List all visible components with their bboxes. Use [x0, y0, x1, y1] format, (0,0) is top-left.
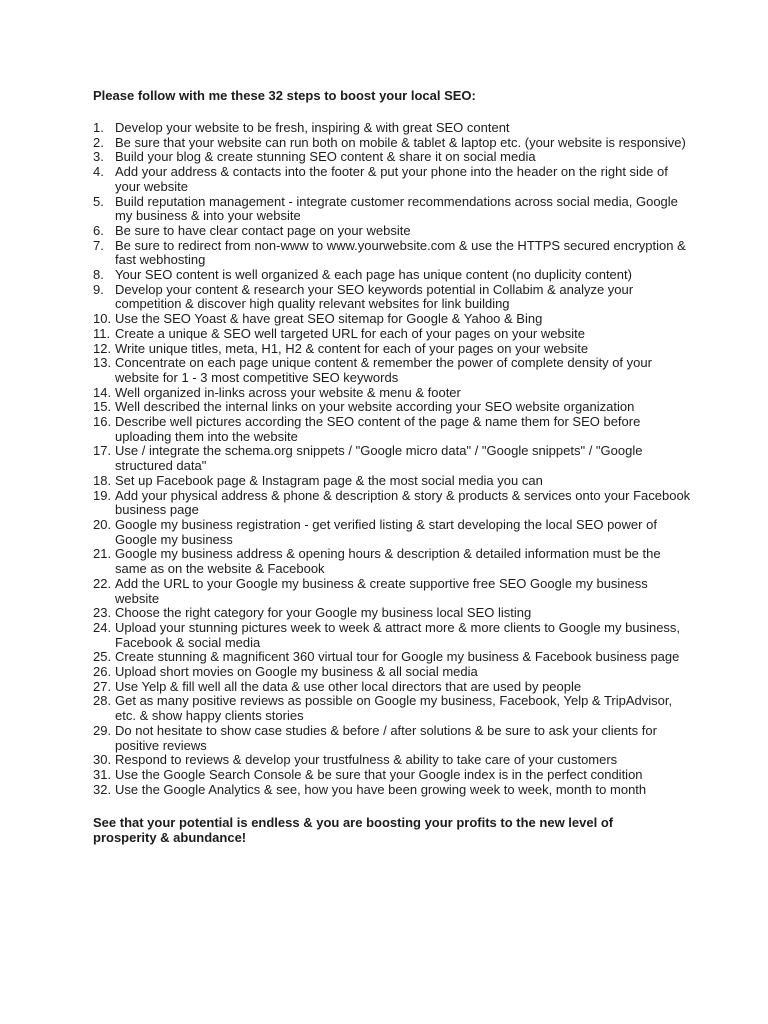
step-number: 3.: [93, 149, 104, 165]
step-text: Write unique titles, meta, H1, H2 & content for each of your pages on your website: [115, 340, 589, 356]
step-text: Choose the right category for your Google my business local SEO listing: [115, 605, 532, 621]
step-item: [93, 327, 693, 342]
closing-statement: See that your potential is endless & you are boosting your profits to the new level of prosperity & abundance!: [93, 815, 614, 846]
step-item: [93, 400, 693, 415]
step-text: Your SEO content is well organized & each page has unique content (no duplicity content): [115, 267, 632, 283]
document-heading: Please follow with me these 32 steps to boost your local SEO:: [93, 88, 476, 103]
step-item: [93, 136, 693, 151]
step-number: 16.: [93, 414, 112, 430]
step-item: [93, 577, 693, 606]
step-item: [93, 621, 693, 650]
step-text: Create stunning & magnificent 360 virtual tour for Google my business & Facebook business page: [115, 649, 680, 665]
step-item: [93, 650, 693, 665]
step-number: 11.: [93, 325, 111, 341]
step-item: [93, 386, 693, 401]
step-number: 4.: [93, 164, 104, 180]
step-text: Develop your website to be fresh, inspiring & with great SEO content: [115, 120, 510, 135]
step-number: 28.: [93, 693, 112, 709]
step-number: 20.: [93, 516, 112, 532]
step-text: Be sure to redirect from non-www to www.yourwebsite.com & use the HTTPS secured encryption & fast webhosting: [115, 237, 686, 268]
step-item: [93, 268, 693, 283]
step-text: Build your blog & create stunning SEO content & share it on social media: [115, 149, 536, 165]
step-text: Upload your stunning pictures week to week & attract more & more clients to Google my business, Facebook & social media: [115, 619, 681, 650]
step-item: [93, 606, 693, 621]
step-text: Be sure to have clear contact page on your website: [115, 222, 411, 238]
step-text: Add your address & contacts into the footer & put your phone into the header on the right side of your website: [115, 164, 668, 194]
step-text: Use / integrate the schema.org snippets / "Google micro data" / "Google snippets" / "Google structured data": [115, 443, 643, 474]
step-item: [93, 165, 693, 194]
step-item: [93, 356, 693, 385]
step-number: 22.: [93, 575, 112, 591]
step-number: 27.: [93, 678, 112, 694]
step-item: [93, 195, 693, 224]
step-item: [93, 665, 693, 680]
step-item: [93, 150, 693, 165]
step-text: Get as many positive reviews as possible on Google my business, Facebook, Yelp & TripAdvisor, etc. & show happy clients stories: [115, 693, 673, 724]
step-number: 1.: [93, 120, 104, 135]
step-number: 13.: [93, 355, 112, 371]
step-number: 32.: [93, 781, 112, 797]
step-text: Create a unique & SEO well targeted URL for each of your pages on your website: [115, 325, 585, 341]
step-text: Well described the internal links on your website according your SEO website organization: [115, 399, 635, 415]
step-item: [93, 489, 693, 518]
step-text: Use the SEO Yoast & have great SEO sitemap for Google & Yahoo & Bing: [115, 311, 543, 327]
step-number: 12.: [93, 340, 112, 356]
step-item: [93, 474, 693, 489]
step-text: Respond to reviews & develop your trustfulness & ability to take care of your customers: [115, 752, 618, 768]
step-number: 7.: [93, 237, 104, 253]
step-number: 30.: [93, 752, 112, 768]
step-text: Use Yelp & fill well all the data & use other local directors that are used by people: [115, 678, 582, 694]
step-number: 29.: [93, 722, 112, 738]
step-item: [93, 547, 693, 576]
step-text: Use the Google Analytics & see, how you have been growing week to week, month to month: [115, 781, 647, 797]
step-item: [93, 415, 693, 444]
step-item: [93, 224, 693, 239]
step-text: Set up Facebook page & Instagram page & the most social media you can: [115, 472, 543, 488]
step-text: Be sure that your website can run both on mobile & tablet & laptop etc. (your website is responsive): [115, 134, 686, 150]
step-text: Upload short movies on Google my business & all social media: [115, 664, 478, 680]
step-text: Google my business registration - get verified listing & start developing the local SEO power of Google my business: [115, 516, 657, 547]
step-item: [93, 444, 693, 473]
step-text: Describe well pictures according the SEO content of the page & name them for SEO before uploading them into the website: [115, 414, 641, 444]
step-number: 6.: [93, 222, 104, 238]
step-text: Well organized in-links across your website & menu & footer: [115, 384, 461, 400]
step-number: 15.: [93, 399, 112, 415]
step-text: Add the URL to your Google my business & create supportive free SEO Google my business website: [115, 575, 648, 606]
step-number: 5.: [93, 193, 104, 209]
step-number: 17.: [93, 443, 112, 459]
document-content: [93, 88, 693, 845]
step-item: [93, 753, 693, 768]
step-number: 2.: [93, 134, 104, 150]
step-number: 21.: [93, 546, 112, 562]
step-number: 25.: [93, 649, 112, 665]
step-item: [93, 724, 693, 753]
step-text: Use the Google Search Console & be sure that your Google index is in the perfect condition: [115, 766, 643, 782]
step-number: 24.: [93, 619, 112, 635]
step-item: [93, 342, 693, 357]
step-text: Develop your content & research your SEO keywords potential in Collabim & analyze your competition & discover high quality relevant websites for link building: [115, 281, 634, 312]
step-number: 23.: [93, 605, 112, 621]
step-number: 14.: [93, 384, 112, 400]
step-number: 8.: [93, 267, 104, 283]
step-item: [93, 768, 693, 783]
step-item: [93, 518, 693, 547]
step-item: [93, 283, 693, 312]
step-number: 9.: [93, 281, 104, 297]
step-item: [93, 680, 693, 695]
step-number: 31.: [93, 766, 112, 782]
step-text: Google my business address & opening hours & description & detailed information must be the same as on the website & Facebook: [115, 546, 661, 577]
steps-list: [93, 121, 693, 797]
step-item: [93, 121, 693, 136]
step-text: Add your physical address & phone & description & story & products & services onto your Facebook business page: [115, 487, 691, 518]
step-number: 18.: [93, 472, 112, 488]
step-item: [93, 239, 693, 268]
step-item: [93, 694, 693, 723]
step-text: Concentrate on each page unique content & remember the power of complete density of your website for 1 - 3 most competitive SEO keywords: [115, 355, 652, 385]
step-number: 10.: [93, 311, 112, 327]
step-item: [93, 783, 693, 798]
step-text: Build reputation management - integrate customer recommendations across social media, Google my business & into your website: [115, 193, 678, 224]
step-text: Do not hesitate to show case studies & before / after solutions & be sure to ask your clients for positive reviews: [115, 722, 657, 753]
step-number: 19.: [93, 487, 112, 503]
step-item: [93, 312, 693, 327]
step-number: 26.: [93, 664, 112, 680]
